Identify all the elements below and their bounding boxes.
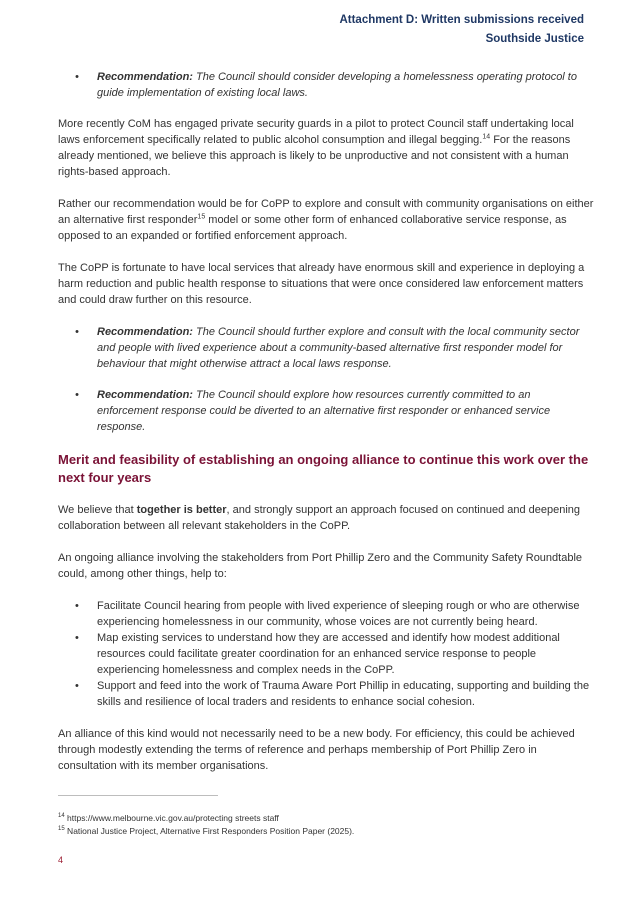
paragraph-ongoing-alliance: An ongoing alliance involving the stakeholders from Port Phillip Zero and the Community Safety Roundtable could, among other things, help to: bbox=[58, 552, 583, 580]
paragraph-security-guards: More recently CoM has engaged private security guards in a pilot to protect Council staff undertaking local laws enforcement specifically related to public alcohol consumption and illegal begging.$^{14}$ For the reasons already mentioned, we believe this approach is likely to be unproductive and not consistent with a human rights-based approach. bbox=[58, 118, 574, 178]
bullet-icon: • bbox=[75, 600, 79, 612]
bullet-icon: • bbox=[75, 71, 79, 83]
footnotes bbox=[58, 812, 354, 838]
list-item-text: Facilitate Council hearing from people with lived experience of sleeping rough or who are otherwise experiencing homelessness in our community, whose voices are not currently being heard. bbox=[97, 600, 580, 628]
recommendation-2 bbox=[58, 324, 594, 372]
footnote-link[interactable]: https://www.melbourne.vic.gov.au/protecting streets staff bbox=[64, 813, 279, 823]
section-heading: Merit and feasibility of establishing an ongoing alliance to continue this work over the next four years bbox=[58, 452, 589, 485]
paragraph-local-services: The CoPP is fortunate to have local services that already have enormous skill and experience in deploying a harm reduction and public health response to situations that were once considered law enforcement matters and could draw further on this resource. bbox=[58, 262, 585, 306]
page-number: 4 bbox=[58, 855, 64, 865]
list-item bbox=[58, 678, 594, 710]
emphasis-text: together is better bbox=[136, 504, 227, 516]
bullet-icon: • bbox=[75, 389, 79, 401]
header-title: Attachment D: Written submissions received bbox=[339, 14, 584, 26]
list-item-text: Support and feed into the work of Trauma Aware Port Phillip in educating, supporting and building the skills and resilience of local traders and residents to enhance social cohesion. bbox=[97, 680, 590, 708]
page-header bbox=[339, 11, 584, 49]
recommendation-label: Recommendation: bbox=[97, 389, 193, 401]
recommendation-1 bbox=[58, 69, 594, 101]
recommendation-label: Recommendation: bbox=[97, 326, 193, 338]
footnote-15: $^{15}$ National Justice Project, Alternative First Responders Position Paper (2025). bbox=[58, 826, 355, 836]
recommendation-text: The Council should consider developing a homelessness operating protocol to guide implementation of existing local laws. bbox=[97, 71, 577, 99]
footnote-divider bbox=[58, 795, 218, 796]
paragraph-alternative-responder: Rather our recommendation would be for CoPP to explore and consult with community organisations on either an alternative first responder$^{15}$ model or some other form of enhanced collaborative service response, as opposed to an expanded or fortified enforcement approach. bbox=[58, 198, 594, 242]
document-body bbox=[58, 69, 594, 774]
bullet-icon: • bbox=[75, 326, 79, 338]
footnote-ref-14[interactable]: 14 bbox=[482, 133, 491, 141]
list-item bbox=[58, 598, 594, 630]
footnote-14: $^{14}$ https://www.melbourne.vic.gov.au/protecting streets staff bbox=[58, 813, 279, 823]
list-item bbox=[58, 630, 594, 678]
footnote-text: National Justice Project, Alternative First Responders Position Paper (2025). bbox=[64, 826, 355, 836]
recommendation-3 bbox=[58, 387, 594, 435]
bullet-icon: • bbox=[75, 632, 79, 644]
footnote-ref-15[interactable]: 15 bbox=[197, 213, 206, 221]
header-organisation: Southside Justice bbox=[485, 33, 584, 45]
recommendation-text: The Council should explore how resources currently committed to an enforcement response could be diverted to an alternative first responder or enhanced service response. bbox=[97, 389, 551, 433]
list-item-text: Map existing services to understand how they are accessed and identify how modest additional resources could facilitate greater coordination for an enhanced service response to people experiencing homelessness and complex needs in the CoPP. bbox=[97, 632, 560, 676]
alliance-bullet-list bbox=[58, 598, 594, 710]
bullet-icon: • bbox=[75, 680, 79, 692]
paragraph-together-better: We believe that together is better, and strongly support an approach focused on continued and deepening collaboration between all relevant stakeholders in the CoPP. bbox=[58, 504, 581, 532]
recommendation-text: The Council should further explore and consult with the local community sector and people with lived experience about a community-based alternative first responder model for behaviour that might otherwise attract a local laws response. bbox=[97, 326, 580, 370]
recommendation-label: Recommendation: bbox=[97, 71, 193, 83]
paragraph-alliance-body: An alliance of this kind would not necessarily need to be a new body. For efficiency, this could be achieved through modestly extending the terms of reference and perhaps membership of Port Phillip Zero in consultation with its member organisations. bbox=[58, 728, 575, 772]
